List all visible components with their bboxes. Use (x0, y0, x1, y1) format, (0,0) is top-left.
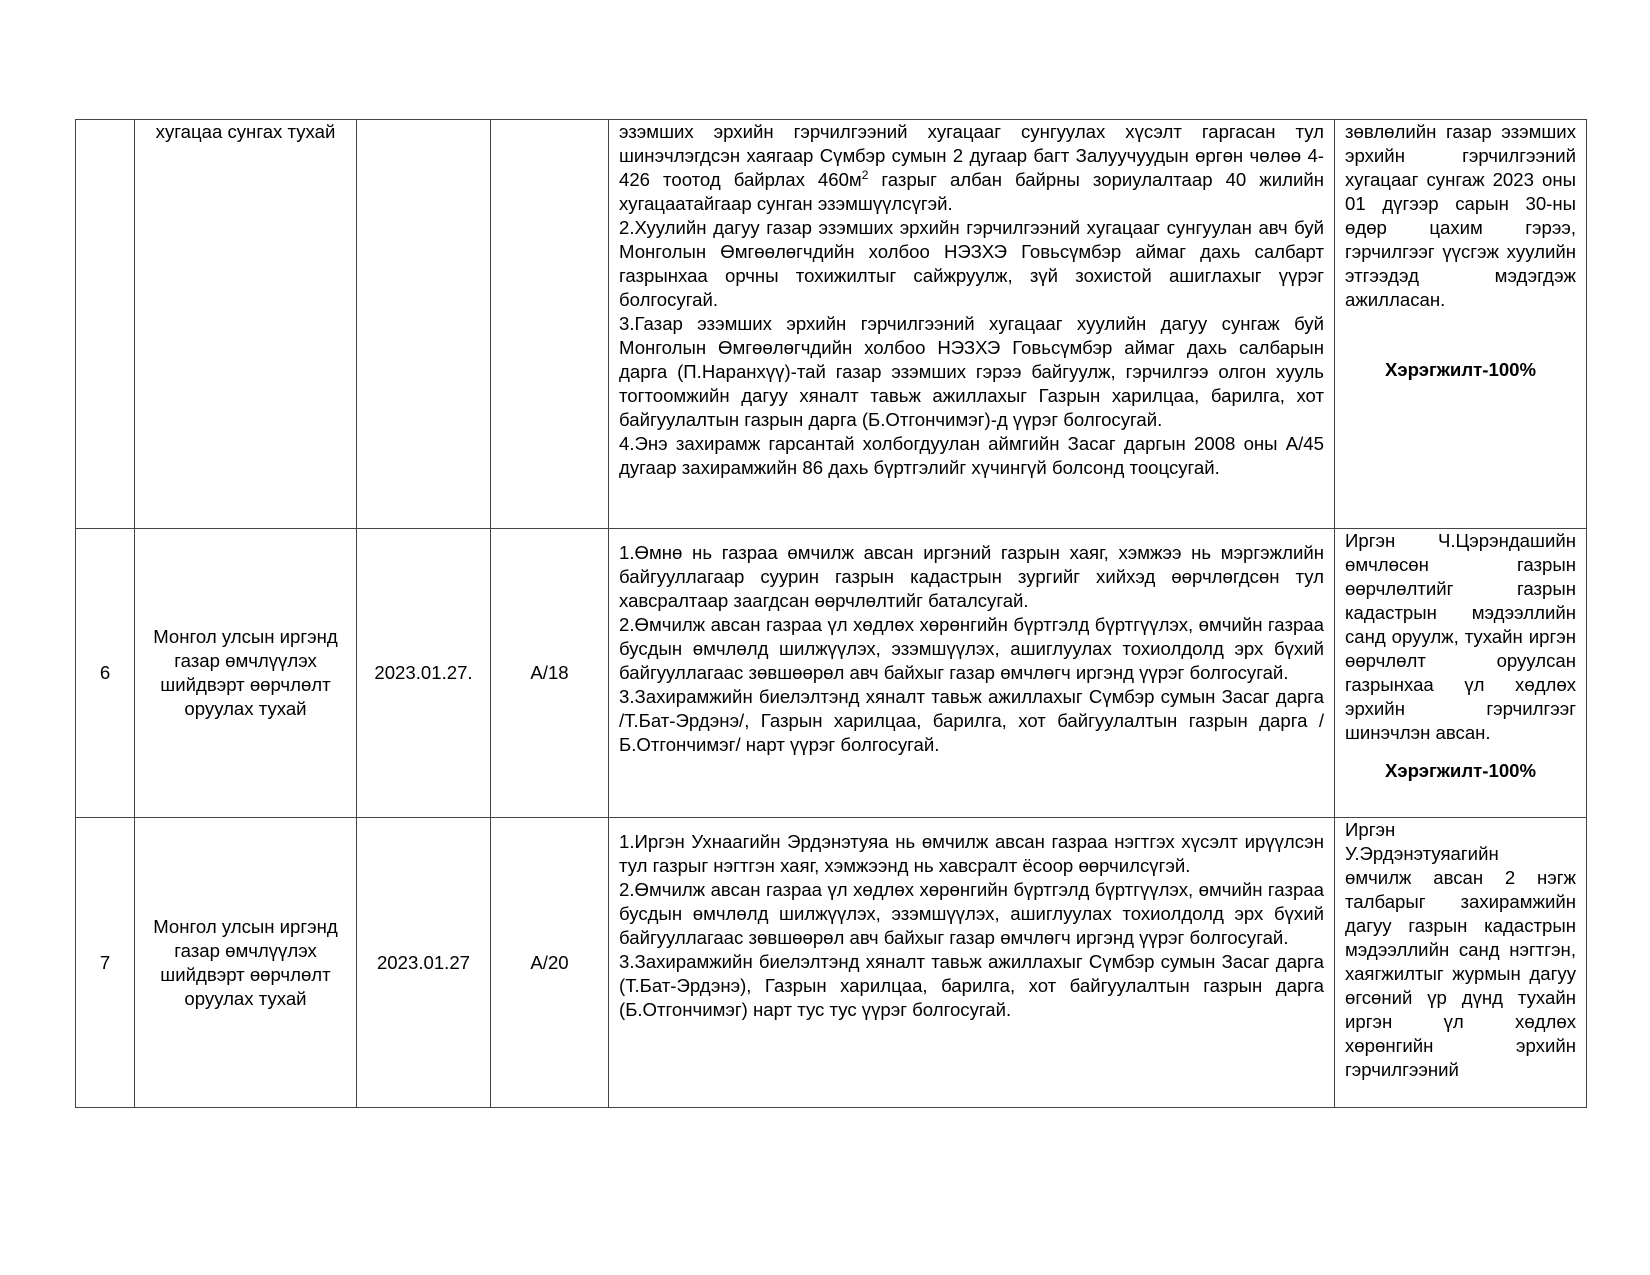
decision-paragraph: 3.Газар эзэмших эрхийн гэрчилгээний хугацааг хуулийн дагуу сунгаж буй Монголын Өмгөөлөгчдийн холбоо НЭЗХЭ Говьсүмбэр аймаг дахь салбарын дарга (П.Наранхүү)-тай газар эзэмших гэрээ байгуулж, гэрчилгээ олгон хууль тогтоомжийн дагуу хяналт тавьж ажиллахыг Газрын харилцаа, барилга, хот байгуулалтын газрын дарга (Б.Отгончимэг)-д үүрэг болгосугай. (619, 313, 1324, 430)
decision-code: А/20 (491, 818, 609, 1108)
result-text: Иргэн Ч.Цэрэндашийн өмчлөсөн газрын өөрчлөлтийг газрын кадастрын мэдээллийн санд оруулж, тухайн иргэн өөрчлөлт оруулсан газрынхаа үл хөдлөх эрхийн гэрчилгээг шинэчлэн авсан. (1345, 530, 1576, 743)
result-cell (1335, 818, 1587, 1108)
decision-code: А/18 (491, 529, 609, 818)
decision-paragraph: 1.Иргэн Ухнаагийн Эрдэнэтуяа нь өмчилж авсан газраа нэгтгэх хүсэлт ирүүлсэн тул газрыг нэгтгэн хаяг, хэмжээнд нь хавсралт ёсоор өөрчилсүгэй. (619, 831, 1324, 876)
table-row (76, 529, 1587, 818)
table-row (76, 818, 1587, 1108)
decision-title: хугацаа сунгах тухай (135, 120, 357, 529)
decision-paragraph: 2.Хуулийн дагуу газар эзэмших эрхийн гэрчилгээний хугацааг сунгуулан авч буй Монголын Өмгөөлөгчдийн холбоо НЭЗХЭ Говьсүмбэр аймаг дахь салбарт газрынхаа орчны тохижилтыг сайжруулж, зүй зохистой ашиглахыг үүрэг болгосугай. (619, 217, 1324, 310)
decision-text (609, 120, 1335, 529)
result-text: зөвлөлийн газар эзэмших эрхийн гэрчилгээний хугацааг сунгаж 2023 оны 01 дүгээр сарын 30-ны өдөр цахим гэрээ, гэрчилгээг үүсгэж хуулийн этгээдэд мэдэгдэж ажилласан. (1345, 121, 1576, 310)
result-text: өмчилж авсан 2 нэгж талбарыг захирамжийн дагуу газрын кадастрын мэдээллийн санд нэгтгэн, хаягжилтыг журмын дагуу өгсөний үр дүнд тухайн иргэн үл хөдлөх хөрөнгийн эрхийн гэрчилгээний (1345, 867, 1576, 1080)
decision-paragraph: 3.Захирамжийн биелэлтэнд хяналт тавьж ажиллахыг Сүмбэр сумын Засаг дарга (Т.Бат-Эрдэнэ), Газрын харилцаа, барилга, хот байгуулалтын газрын дарга (Б.Отгончимэг) нарт тус тус үүрэг болгосугай. (619, 951, 1324, 1020)
decision-paragraph: 2.Өмчилж авсан газраа үл хөдлөх хөрөнгийн бүртгэлд бүртгүүлэх, өмчийн газраа бусдын өмчлөлд шилжүүлэх, эзэмшүүлэх, ашиглуулах тохиолдолд эрх бүхий байгууллагаас зөвшөөрөл авч байхыг газар өмчлөгч иргэнд үүрэг болгосугай. (619, 879, 1324, 948)
table-row (76, 120, 1587, 529)
decision-text (609, 529, 1335, 818)
decision-date: 2023.01.27. (357, 529, 491, 818)
decision-title: Монгол улсын иргэнд газар өмчлүүлэх шийдвэрт өөрчлөлт оруулах тухай (135, 818, 357, 1108)
status-text: Хэрэгжилт-100% (1384, 359, 1537, 380)
decision-paragraph: 2.Өмчилж авсан газраа үл хөдлөх хөрөнгийн бүртгэлд бүртгүүлэх, өмчийн газраа бусдын өмчлөлд шилжүүлэх, эзэмшүүлэх, ашиглуулах тохиолдолд эрх бүхий байгууллагаас зөвшөөрөл авч байхыг газар өмчлөгч иргэнд үүрэг болгосугай. (619, 614, 1324, 683)
row-number: 7 (76, 818, 135, 1108)
decision-date: 2023.01.27 (357, 818, 491, 1108)
decision-title: Монгол улсын иргэнд газар өмчлүүлэх шийдвэрт өөрчлөлт оруулах тухай (135, 529, 357, 818)
row-number: 6 (76, 529, 135, 818)
decision-paragraph (619, 120, 1324, 216)
decision-paragraph: 3.Захирамжийн биелэлтэнд хяналт тавьж ажиллахыг Сүмбэр сумын Засаг дарга /Т.Бат-Эрдэнэ/, Газрын харилцаа, барилга, хот байгуулалтын газрын дарга /Б.Отгончимэг/ нарт үүрэг болгосугай. (619, 686, 1324, 755)
decision-paragraph: 4.Энэ захирамж гарсантай холбогдуулан аймгийн Засаг даргын 2008 оны А/45 дугаар захирамжийн 86 дахь бүртгэлийг хүчингүй болсонд тооцсугай. (619, 433, 1324, 478)
result-cell (1335, 529, 1587, 818)
result-cell (1335, 120, 1587, 529)
result-text-line: Иргэн (1345, 819, 1396, 840)
decision-date (357, 120, 491, 529)
status-text: Хэрэгжилт-100% (1384, 760, 1537, 781)
decision-code (491, 120, 609, 529)
result-text-line: У.Эрдэнэтуяагийн (1345, 843, 1499, 864)
decision-text (609, 818, 1335, 1108)
decision-text-part: эзэмших эрхийн гэрчилгээний хугацааг сунгуулах хүсэлт гаргасан тул шинэчлэгдсэн хаягаар Сүмбэр сумын 2 дугаар багт Залуучуудын өргөн чөлөө 4-426 тоотод байрлах 460м (619, 121, 1324, 190)
row-number (76, 120, 135, 529)
decision-text-part: газрыг албан байрны зориулалтаар 40 жилийн хугацаатайгаар сунган эзэмшүүлсүгэй. (619, 169, 1325, 214)
decisions-table (75, 119, 1587, 1108)
decision-paragraph: 1.Өмнө нь газраа өмчилж авсан иргэний газрын хаяг, хэмжээ нь мэргэжлийн байгууллагаар суурин газрын кадастрын зургийг хийхэд өөрчлөгдсөн тул хавсралтаар заагдсан өөрчлөлтийг баталсугай. (619, 542, 1324, 611)
superscript: 2 (861, 167, 869, 182)
